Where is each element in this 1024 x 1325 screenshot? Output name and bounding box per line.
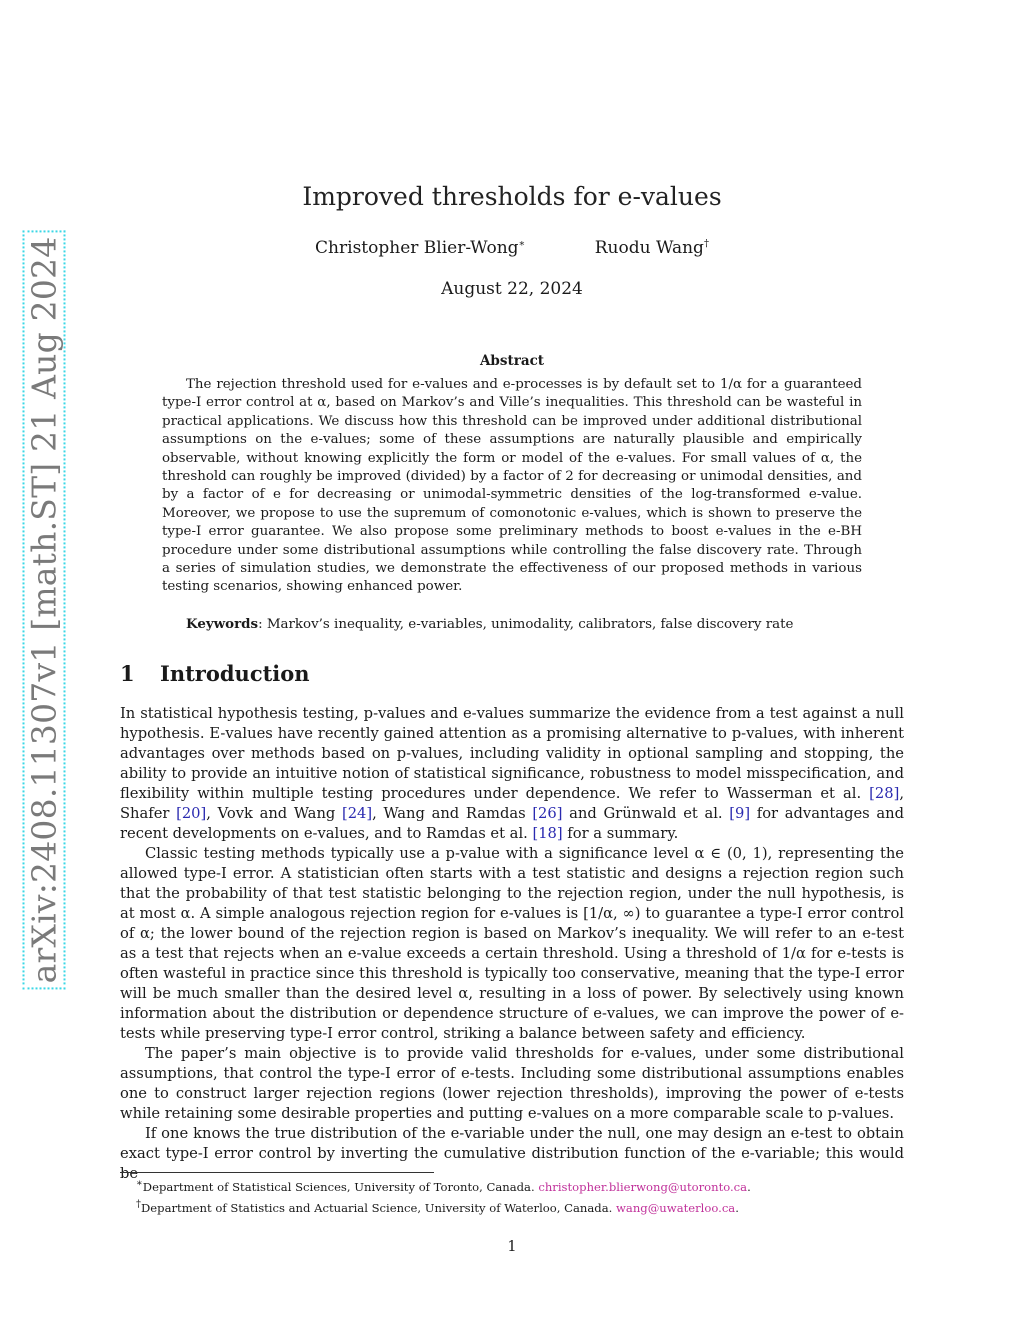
- email-link[interactable]: wang@uwaterloo.ca: [615, 1200, 736, 1215]
- author-2-mark: †: [703, 238, 709, 250]
- page-number: 1: [507, 1239, 517, 1255]
- paper-title: Improved thresholds for e-values: [302, 182, 722, 211]
- footnotes: [136, 1175, 916, 1217]
- footnote-end: .: [735, 1200, 739, 1215]
- abstract-text: The rejection threshold used for e-values and e-processes is by default set to 1/α for a guaranteed type-I error control at α, based on Markov’s and Ville’s inequalities. This threshold can be wasteful in practical applications. We discuss how this threshold can be improved under additional distributional assumptions on the e-values; some of these assumptions are naturally plausible and empirically observable, without knowing explicitly the form or model of the e-values. For small values of α, the threshold can roughly be improved (divided) by a factor of 2 for decreasing or unimodal densities, and by a factor of e for decreasing or unimodal-symmetric densities of the log-transformed e-value. Moreover, we propose to use the supremum of comonotonic e-values, which is shown to preserve the type-I error guarantee. We also propose some preliminary methods to boost e-values in the e-BH procedure under some distributional assumptions while controlling the false discovery rate. Through a series of simulation studies, we demonstrate the effectiveness of our proposed methods in various testing scenarios, showing enhanced power.: [162, 377, 862, 595]
- citation-link[interactable]: [26]: [532, 805, 563, 822]
- text-run: , Wang and Ramdas: [372, 805, 533, 822]
- footnote-text: Department of Statistical Sciences, University of Toronto, Canada.: [142, 1179, 539, 1194]
- text-run: In statistical hypothesis testing, p-values and e-values summarize the evidence from a test against a null hypothesis. E-values have recently gained attention as a promising alternative to p-values, with inherent advantages over methods based on p-values, including validity in optional sampling and stopping, the ability to provide an intuitive notion of statistical significance, robustness to model misspecification, and flexibility within multiple testing procedures under dependence. We refer to Wasserman et al.: [120, 705, 904, 802]
- author-1: [315, 238, 525, 258]
- text-run: , Shafer: [120, 785, 904, 822]
- footnote-mark: ∗: [136, 1178, 143, 1189]
- text-run: , Vovk and Wang: [206, 805, 342, 822]
- section-heading: [120, 661, 310, 686]
- arxiv-stamp: arXiv:2408.11307v1 [math.ST] 21 Aug 2024: [23, 231, 66, 990]
- author-list: [0, 238, 1024, 258]
- text-run: for a summary.: [562, 825, 679, 842]
- keywords-text: : Markov’s inequality, e-variables, unimodality, calibrators, false discovery rate: [258, 617, 794, 632]
- footnote-1: [136, 1175, 916, 1196]
- author-1-name: Christopher Blier-Wong: [315, 238, 519, 258]
- paragraph-2: Classic testing methods typically use a p-value with a significance level α ∈ (0, 1), representing the allowed type-I error. A statistician often starts with a test statistic and designs a rejection region such that the probability of that test statistic belonging to the rejection region, under the null hypothesis, is at most α. A simple analogous rejection region for e-values is [1/α, ∞) to guarantee a type-I error control of α; the lower bound of the rejection region is based on Markov’s inequality. We will refer to an e-test as a test that rejects when an e-value exceeds a certain threshold. Using a threshold of 1/α for e-tests is often wasteful in practice since this threshold is typically too conservative, meaning that the type-I error will be much smaller than the desired level α, resulting in a loss of power. By selectively using known information about the distribution or dependence structure of e-values, we can improve the power of e-tests while preserving type-I error control, striking a balance between safety and efficiency.: [120, 845, 904, 1042]
- citation-link[interactable]: [28]: [869, 785, 900, 802]
- paragraph-1: [120, 704, 904, 844]
- text-run: for advantages and recent developments on e-values, and to Ramdas et al.: [120, 805, 904, 842]
- footnote-rule: [120, 1172, 434, 1173]
- author-2: [595, 238, 709, 258]
- section-title: Introduction: [160, 661, 310, 686]
- author-2-name: Ruodu Wang: [594, 238, 704, 258]
- paragraph-4: If one knows the true distribution of the e-variable under the null, one may design an e-test to obtain exact type-I error control by inverting the cumulative distribution function of the e-variable; this would be: [120, 1125, 904, 1182]
- email-link[interactable]: christopher.blierwong@utoronto.ca: [538, 1179, 748, 1194]
- footnote-2: [136, 1196, 916, 1217]
- text-run: and Grünwald et al.: [562, 805, 730, 822]
- body-text: [120, 704, 904, 1184]
- keywords-label: Keywords: [186, 616, 259, 632]
- section-number: 1: [120, 661, 135, 686]
- footnote-text: Department of Statistics and Actuarial Science, University of Waterloo, Canada.: [141, 1200, 616, 1215]
- citation-link[interactable]: [24]: [341, 805, 373, 822]
- paragraph-3: The paper’s main objective is to provide valid thresholds for e-values, under some distributional assumptions, that control the type-I error of e-tests. Including some distributional assumptions enables one to construct larger rejection regions (lower rejection thresholds), improving the power of e-tests while retaining some desirable properties and putting e-values on a more comparable scale to p-values.: [120, 1045, 904, 1122]
- citation-link[interactable]: [18]: [532, 825, 563, 842]
- author-1-mark: ∗: [518, 238, 526, 250]
- abstract-heading: Abstract: [479, 353, 545, 369]
- paper-date: August 22, 2024: [441, 279, 583, 299]
- footnote-end: .: [747, 1179, 751, 1194]
- citation-link[interactable]: [20]: [176, 805, 207, 822]
- keywords: [186, 616, 866, 632]
- footnote-mark: †: [136, 1198, 141, 1210]
- citation-link[interactable]: [9]: [729, 805, 751, 822]
